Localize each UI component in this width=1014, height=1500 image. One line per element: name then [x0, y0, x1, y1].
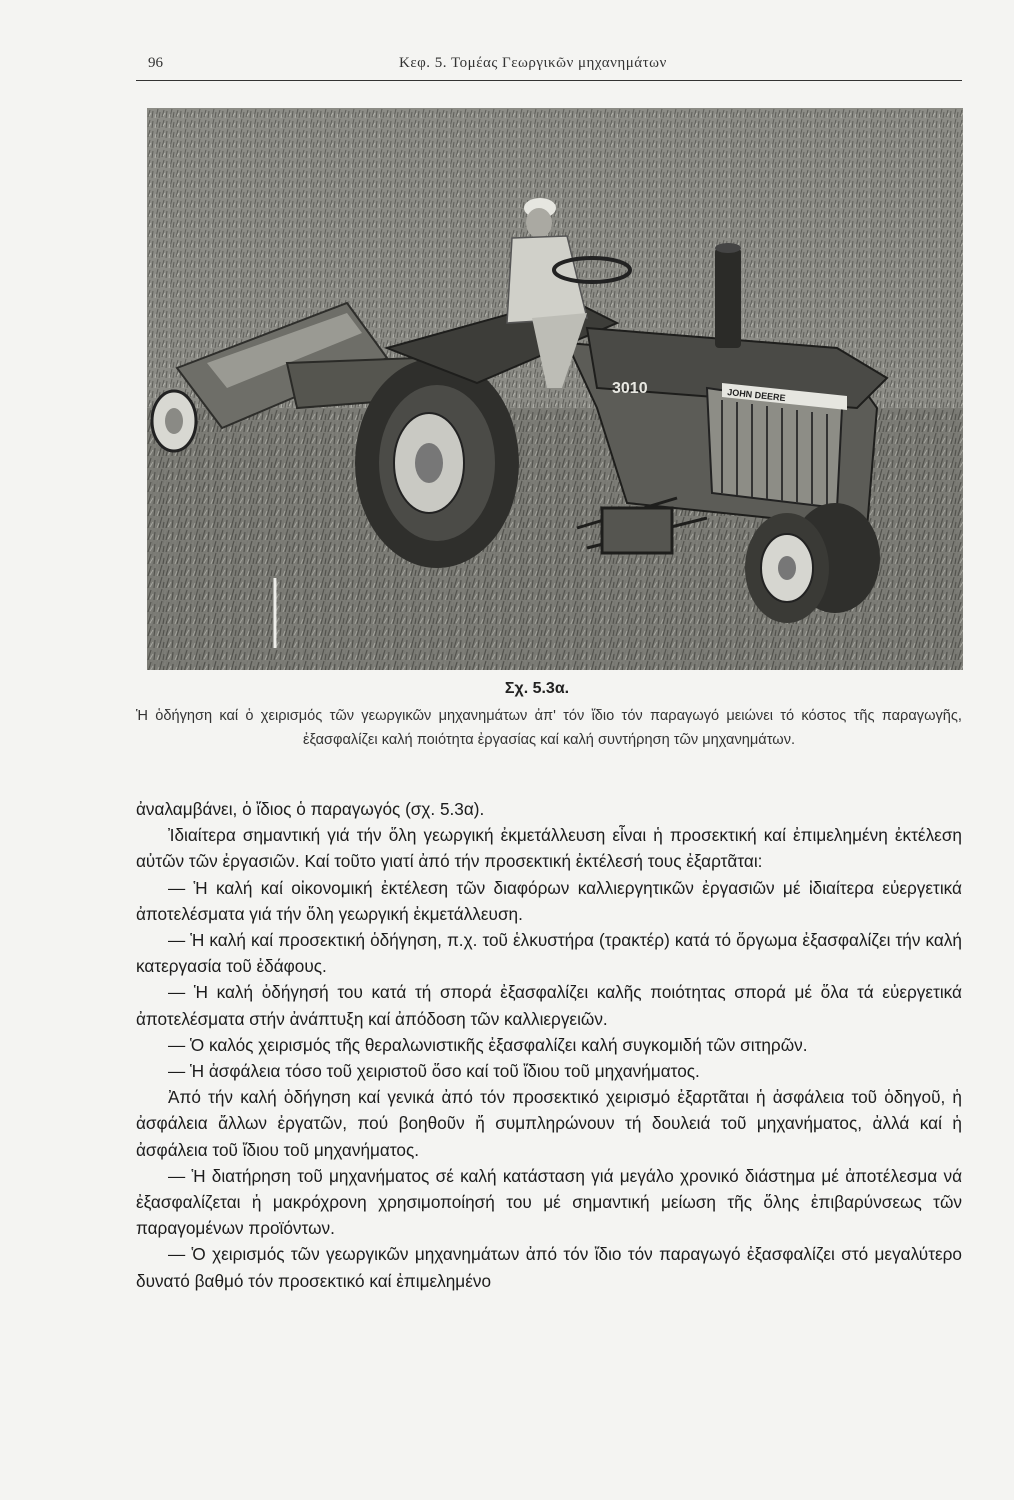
list-item: — Ὁ χειρισμός τῶν γεωργικῶν μηχανημάτων ἀπό τόν ἴδιο τόν παραγωγό ἐξασφαλίζει στό μεγαλύτερο δυνατό βαθμό τόν προσεκτικό καί ἐπιμελημένο — [136, 1244, 962, 1291]
paragraph: Ἰδιαίτερα σημαντική γιά τήν ὅλη γεωργική ἐκμετάλλευση εἶναι ἡ προσεκτική καί ἐπιμελημένη ἐκτέλεση αὐτῶν τῶν ἐργασιῶν. Καί τοῦτο γιατί ἀπό τήν προσεκτική ἐκτέλεσή τους ἐξαρτᾶται: — [136, 825, 962, 872]
tractor-illustration — [147, 108, 963, 670]
paragraph: Ἀπό τήν καλή ὁδήγηση καί γενικά ἀπό τόν προσεκτικό χειρισμό ἐξαρτᾶται ἡ ἀσφάλεια τοῦ ὁδηγοῦ, ἡ ἀσφάλεια ἄλλων ἐργατῶν, πού βοηθοῦν ἤ συμπληρώνουν τή δουλειά τοῦ μηχανήματος, ἀλλά καί ἡ ἀσφάλεια τοῦ ἴδιου τοῦ μηχανήματος. — [136, 1087, 962, 1160]
rear-wheel — [355, 358, 519, 568]
running-head: Κεφ. 5. Τομέας Γεωργικῶν μηχανημάτων — [399, 55, 667, 71]
model-number: 3010 — [612, 380, 648, 397]
figure-caption: Ἡ ὁδήγηση καί ὁ χειρισμός τῶν γεωργικῶν μηχανημάτων ἀπ' τόν ἴδιο τόν παραγωγό μειώνει τό κόστος τῆς παραγωγῆς, ἐξασφαλίζει καλή ποιότητα ἐργασίας καί καλή συντήρηση τῶν μηχανημάτων. — [136, 708, 962, 748]
page-number: 96 — [148, 55, 163, 71]
paragraph: ἀναλαμβάνει, ὁ ἴδιος ὁ παραγωγός (σχ. 5.3α). — [136, 799, 485, 819]
list-item: — Ἡ καλή ὁδήγησή του κατά τή σπορά ἐξασφαλίζει καλῆς ποιότητας σπορά μέ ὅλα τά εὐεργετικά ἀποτελέσματα στήν ἀνάπτυξη καί ἀπόδοση τῶν καλλιεργειῶν. — [136, 982, 962, 1029]
list-item: — Ὁ καλός χειρισμός τῆς θεραλωνιστικῆς ἐξασφαλίζει καλή συγκομιδή τῶν σιτηρῶν. — [168, 1034, 808, 1055]
list-item: — Ἡ ἀσφάλεια τόσο τοῦ χειριστοῦ ὅσο καί τοῦ ἴδιου τοῦ μηχανήματος. — [168, 1061, 700, 1082]
tractor-photo — [147, 108, 963, 670]
exhaust-pipe — [715, 248, 741, 348]
list-item: — Ἡ καλή καί προσεκτική ὁδήγηση, π.χ. τοῦ ἑλκυστήρα (τρακτέρ) κατά τό ὄργωμα ἐξασφαλίζει τήν καλή κατεργασία τοῦ ἐδάφους. — [136, 930, 962, 977]
page-header — [136, 52, 962, 81]
list-item: — Ἡ διατήρηση τοῦ μηχανήματος σέ καλή κατάσταση γιά μεγάλο χρονικό διάστημα μέ ἀποτέλεσμα νά ἐξασφαλίζεται ἡ μακρόχρονη χρησιμοποίησή του μέ σημαντική μείωση τῆς ὅλης ἐπιβαρύνσεως τῶν παραγομένων προϊόντων. — [136, 1165, 962, 1239]
figure-label: Σχ. 5.3α. — [504, 680, 570, 697]
tractor-badge: JOHN DEERE — [726, 387, 787, 404]
list-item: — Ἡ καλή καί οἰκονομική ἐκτέλεση τῶν διαφόρων καλλιεργητικῶν ἐργασιῶν μέ ἰδιαίτερα εὐεργετικά ἀποτελέσματα γιά τήν ὅλη γεωργική ἐκμετάλλευση. — [136, 877, 962, 924]
body-text — [136, 796, 962, 1294]
